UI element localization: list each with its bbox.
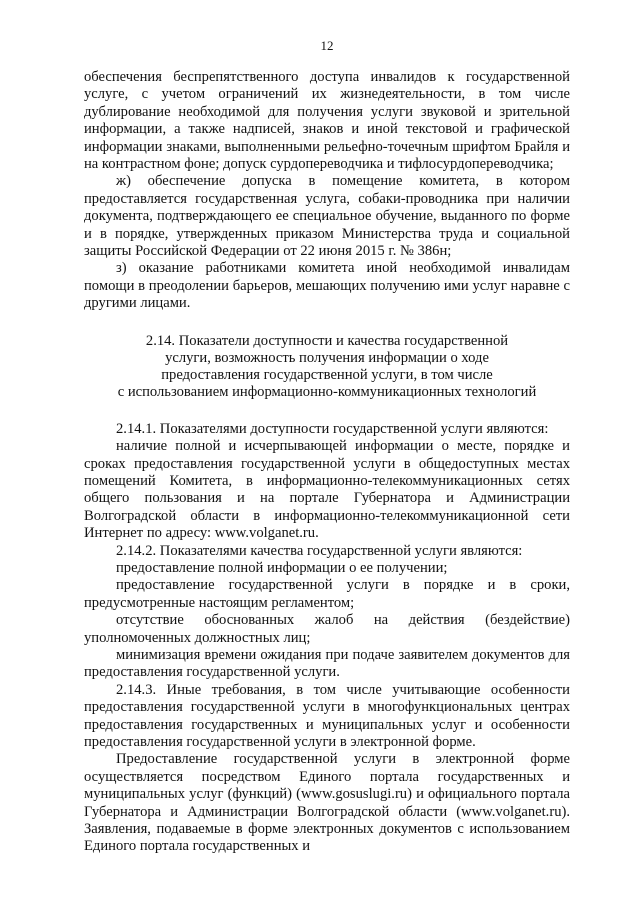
paragraph-2-14-2: 2.14.2. Показателями качества государственной услуги являются: [116, 542, 523, 559]
paragraph-info-availability: наличие полной и исчерпывающей информации о месте, порядке и сроках предоставления государственной услуги в общедоступных местах помещений Комитета, в информационно-телекоммуникационных сетях общего пользования и на портале Губернатора и Администрации Волгоградской области в информационно-телекоммуникационной сети Интернет по адресу: www.volganet.ru. [84, 438, 570, 542]
page-number: 12 [320, 38, 334, 53]
paragraph-guide-dog: ж) обеспечение допуска в помещение комитета, в котором предоставляется государственная услуга, собаки-проводника при наличии документа, подтверждающего ее специальное обучение, выданного по форме и в порядке, утвержденных приказом Министерства труда и социальной защиты Российской Федерации от 22 июня 2015 г. № 386н; [84, 173, 570, 260]
paragraph-accessibility-continuation: обеспечения беспрепятственного доступа инвалидов к государственной услуге, с учетом ограничений их жизнедеятельности, в том числе дублирование необходимой для получения услуги звуковой и зрительной информации, а также надписей, знаков и иной текстовой и графической информации знаками, выполненными рельефно-точечным шрифтом Брайля и на контрастном фоне; допуск сурдопереводчика и тифлосурдопереводчика; [84, 69, 570, 173]
paragraph-staff-assistance: з) оказание работниками комитета иной необходимой инвалидам помощи в преодолении барьеров, мешающих получению ими услуг наравне с другими лицами. [84, 260, 570, 312]
section-title [84, 333, 570, 401]
section-title-line: предоставления государственной услуги, в том числе [161, 366, 493, 383]
top-text-block [84, 69, 570, 313]
paragraph-no-complaints: отсутствие обоснованных жалоб на действия (бездействие) уполномоченных должностных лиц; [84, 612, 570, 646]
section-title-line: с использованием информационно-коммуникационных технологий [117, 383, 537, 400]
section-title-line: 2.14. Показатели доступности и качества государственной [145, 332, 509, 349]
paragraph-2-14-1: 2.14.1. Показателями доступности государственной услуги являются: [116, 420, 549, 437]
paragraph-electronic-form: Предоставление государственной услуги в электронной форме осуществляется посредством Единого портала государственных и муниципальных услуг (функций) (www.gosuslugi.ru) и официального портала Губернатора и Администрации Волгоградской области (www.volganet.ru). Заявления, подаваемые в форме электронных документов с использованием Единого портала государственных и [84, 751, 570, 855]
section-title-line: услуги, возможность получения информации о ходе [165, 349, 489, 366]
paragraph-full-info: предоставление полной информации о ее получении; [116, 559, 448, 576]
paragraph-2-14-3: 2.14.3. Иные требования, в том числе учитывающие особенности предоставления государственной услуги в многофункциональных центрах предоставления государственных и муниципальных услуг и особенности предоставления государственной услуги в электронной форме. [84, 681, 570, 750]
bottom-text-block [84, 421, 570, 856]
paragraph-waiting-time: минимизация времени ожидания при подаче заявителем документов для предоставления государственной услуги. [84, 646, 570, 681]
paragraph-service-terms: предоставление государственной услуги в порядке и в сроки, предусмотренные настоящим регламентом; [84, 577, 570, 611]
